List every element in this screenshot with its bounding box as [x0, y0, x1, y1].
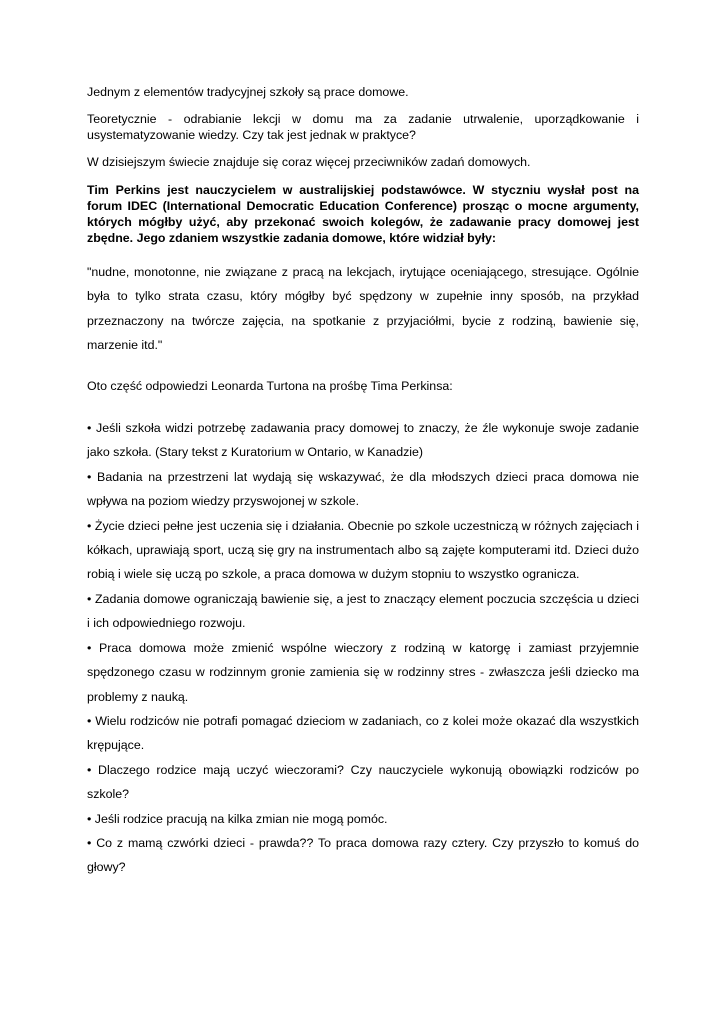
quote-paragraph: "nudne, monotonne, nie związane z pracą na lekcjach, irytujące oceniającego, stresujące. Ogólnie była to tylko strata czasu, który mógłby być spędzony w zupełnie inny sposób, na przykład przeznaczony na twórcze zajęcia, na spotkanie z przyjaciółmi, bycie z rodziną, bawienie się, marzenie itd."	[87, 265, 639, 353]
response-intro-paragraph: Oto część odpowiedzi Leonarda Turtona na prośbę Tima Perkinsa:	[87, 378, 453, 393]
bullet-item: • Wielu rodziców nie potrafi pomagać dzieciom w zadaniach, co z kolei może okazać dla wszystkich krępujące.	[87, 713, 639, 753]
intro-paragraph: Jednym z elementów tradycyjnej szkoły są prace domowe.	[87, 85, 409, 99]
bullet-item: • Jeśli rodzice pracują na kilka zmian nie mogą pomóc.	[87, 811, 388, 826]
bullet-item: • Badania na przestrzeni lat wydają się wskazywać, że dla młodszych dzieci praca domowa nie wpływa na poziom wiedzy przyswojonej w szkole.	[87, 469, 639, 509]
bullet-item: • Jeśli szkoła widzi potrzebę zadawania pracy domowej to znaczy, że źle wykonuje swoje zadanie jako szkoła. (Stary tekst z Kuratorium w Ontario, w Kanadzie)	[87, 421, 639, 460]
document-page	[87, 84, 639, 880]
bullet-item: • Praca domowa może zmienić wspólne wieczory z rodziną w katorgę i zamiast przyjemnie spędzonego czasu w rodzinnym gronie zamienia się w rodzinny stres - zwłaszcza jeśli dziecko ma problemy z nauką.	[87, 640, 639, 704]
perkins-intro-paragraph: Tim Perkins jest nauczycielem w australijskiej podstawówce. W styczniu wysłał post na forum IDEC (International Democratic Education Conference) prosząc o mocne argumenty, których mógłby użyć, aby przekonać swoich kolegów, że zadawanie pracy domowej jest zbędne. Jego zdaniem wszystkie zadania domowe, które widział były:	[87, 183, 639, 245]
bullet-item: • Życie dzieci pełne jest uczenia się i działania. Obecnie po szkole uczestniczą w różnych zajęciach i kółkach, uprawiają sport, uczą się gry na instrumentach albo są zajęte komputerami itd. Dzieci dużo robią i wiele się uczą po szkole, a praca domowa w dużym stopniu to wszystko ogranicza.	[87, 518, 639, 582]
theory-paragraph: Teoretycznie - odrabianie lekcji w domu ma za zadanie utrwalenie, uporządkowanie i usystematyzowanie wiedzy. Czy tak jest jednak w praktyce?	[87, 112, 639, 142]
bullet-item: • Dlaczego rodzice mają uczyć wieczorami? Czy nauczyciele wykonują obowiązki rodziców po szkole?	[87, 762, 639, 802]
bullet-list	[87, 416, 639, 880]
opponents-paragraph: W dzisiejszym świecie znajduje się coraz więcej przeciwników zadań domowych.	[87, 155, 531, 169]
bullet-item: • Zadania domowe ograniczają bawienie się, a jest to znaczący element poczucia szczęścia u dzieci i ich odpowiedniego rozwoju.	[87, 591, 639, 631]
bullet-item: • Co z mamą czwórki dzieci - prawda?? To praca domowa razy cztery. Czy przyszło to komuś do głowy?	[87, 835, 639, 875]
